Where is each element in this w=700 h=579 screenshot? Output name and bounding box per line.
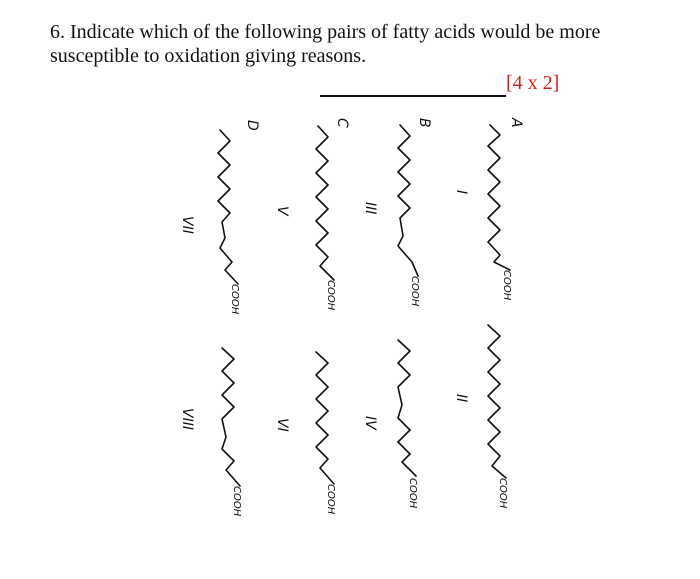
cooh-label-I: COOH [501, 270, 512, 301]
group-label-A: A [508, 118, 524, 128]
numeral-VIII: VIII [179, 408, 195, 430]
fatty-acid-chain-IV [398, 340, 416, 476]
group-label-B: B [416, 118, 432, 128]
group-label-D: D [244, 120, 260, 131]
fatty-acid-chain-VIII [222, 348, 240, 486]
group-label-C: C [334, 118, 350, 128]
cooh-label-VIII: COOH [231, 486, 242, 517]
numeral-I: I [453, 190, 469, 195]
cooh-label-VII: COOH [229, 284, 240, 315]
marks-allocation: [4 x 2] [506, 72, 560, 94]
numeral-IV: IV [362, 416, 378, 430]
numeral-III: III [362, 202, 378, 215]
cooh-label-IV: COOH [407, 478, 418, 509]
fatty-acid-chain-V [316, 126, 334, 280]
fatty-acid-chain-I [488, 125, 510, 270]
fatty-acid-chain-III [398, 125, 418, 276]
numeral-VI: VI [274, 418, 290, 432]
numeral-V: V [274, 206, 290, 216]
fatty-acid-chain-II [488, 325, 506, 478]
cooh-label-V: COOH [325, 280, 336, 311]
fatty-acid-chain-VII [218, 130, 238, 284]
question-text: 6. Indicate which of the following pairs of fatty acids would be more susceptible to oxidation giving reasons. [50, 21, 601, 67]
cooh-label-II: COOH [497, 478, 508, 509]
cooh-label-VI: COOH [325, 484, 336, 515]
numeral-VII: VII [179, 216, 195, 234]
cooh-label-III: COOH [409, 276, 420, 307]
fatty-acid-chain-VI [316, 352, 334, 484]
numeral-II: II [453, 394, 469, 403]
